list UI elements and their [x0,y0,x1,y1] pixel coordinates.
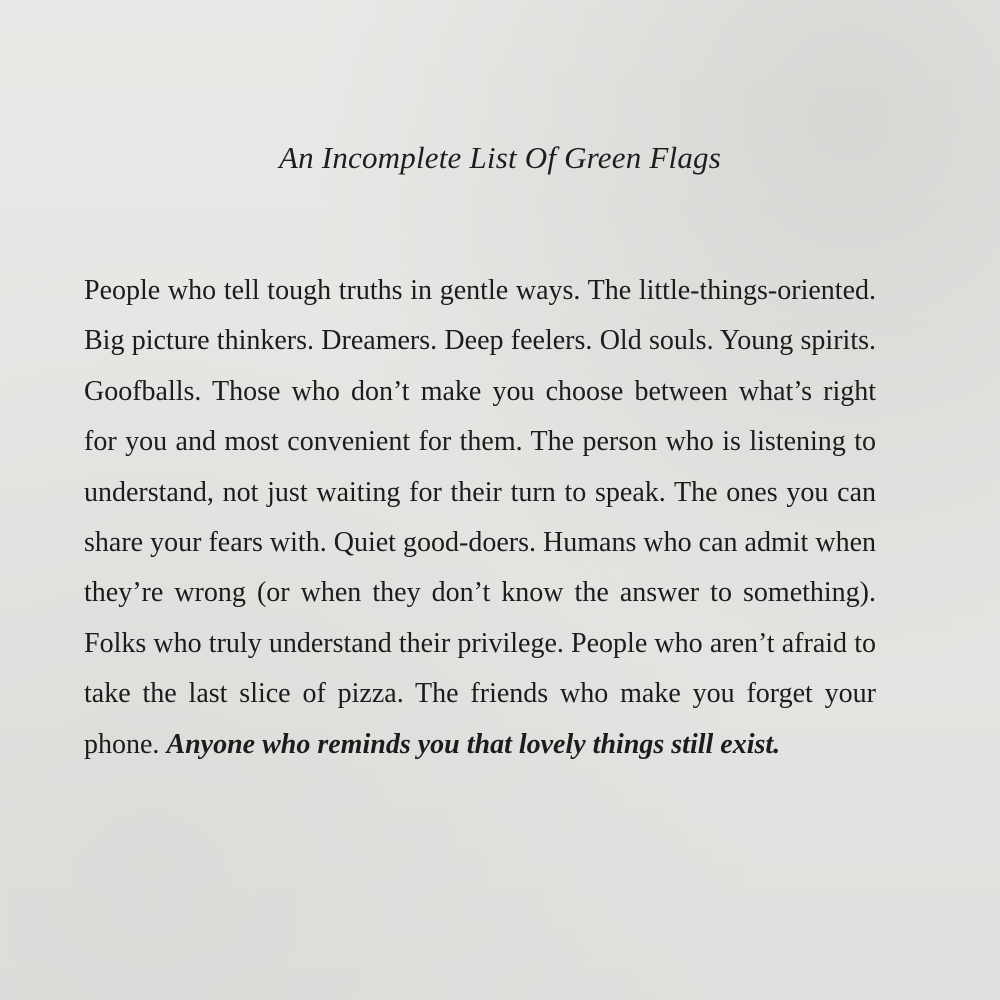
page-title: An Incomplete List Of Green Flags [279,140,721,175]
body-text: People who tell tough truths in gentle ways. The little-things-oriented. Big picture thinkers. Dreamers. Deep feelers. Old souls. Young spirits. Goofballs. Those who don’t make you choose between what’s right for you and most convenient for them. The person who is listening to understand, not just waiting for their turn to speak. The ones you can share your fears with. Quiet good-doers. Humans who can admit when they’re wrong (or when they don’t know the answer to something). Folks who truly understand their privilege. People who aren’t afraid to take the last slice of pizza. The friends who make you forget your phone. [84,275,876,760]
closing-sentence: Anyone who reminds you that lovely things still exist. [166,728,781,760]
body-paragraph [84,266,876,770]
